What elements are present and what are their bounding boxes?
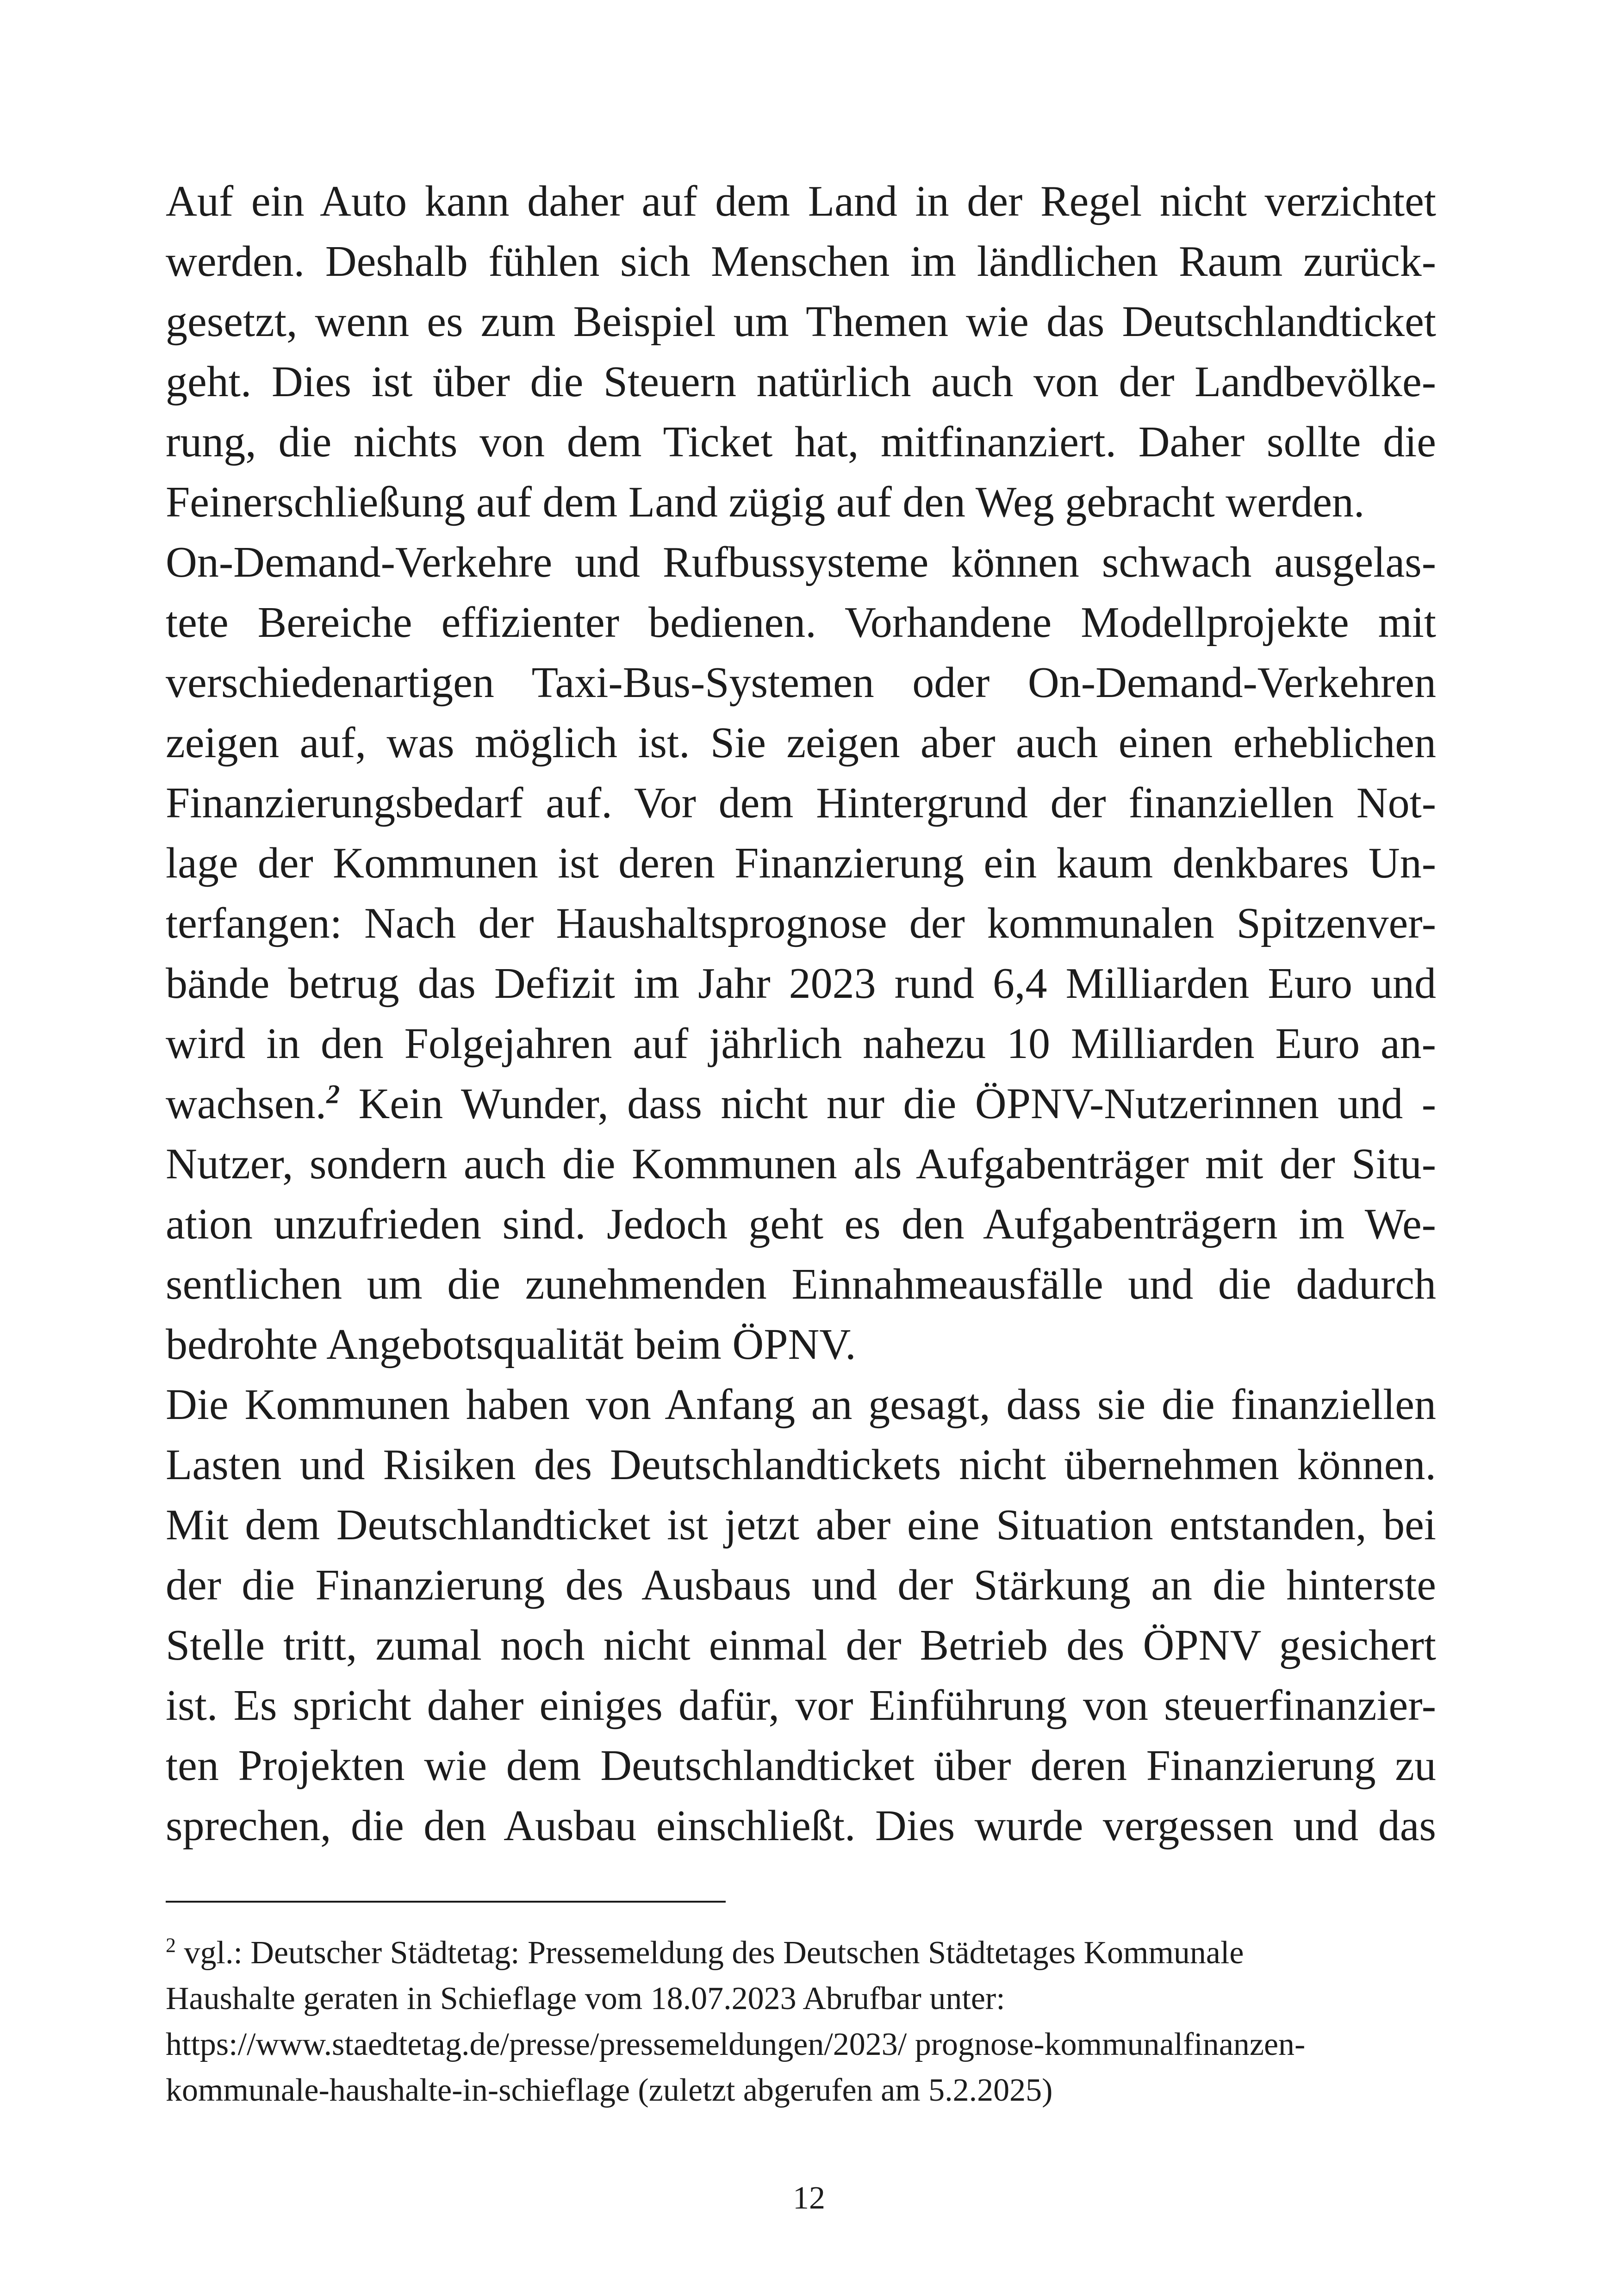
body-line: Lasten und Risiken des Deutschlandtickets nicht übernehmen können. — [166, 1441, 1436, 1489]
body-line: lage der Kommunen ist deren Finanzierung ein kaum denkbares Un- — [166, 839, 1436, 887]
footnote-line: Haushalte geraten in Schieflage vom 18.07.2023 Abrufbar unter: — [166, 1981, 1005, 2016]
body-line: ation unzufrieden sind. Jedoch geht es den Aufgabenträgern im We- — [166, 1200, 1436, 1248]
body-line: Auf ein Auto kann daher auf dem Land in der Regel nicht verzichtet — [166, 177, 1436, 225]
body-line: sprechen, die den Ausbau einschließt. Dies wurde vergessen und das — [166, 1802, 1436, 1850]
body-line: terfangen: Nach der Haushaltsprognose der kommunalen Spitzenver- — [166, 899, 1436, 947]
body-line: rung, die nichts von dem Ticket hat, mitfinanziert. Daher sollte die — [166, 418, 1436, 466]
footnote-line — [166, 1930, 1436, 1976]
body-line-rest: Kein Wunder, dass nicht nur die ÖPNV-Nutzerinnen und - — [358, 1080, 1436, 1128]
body-line: verschiedenartigen Taxi-Bus-Systemen oder On-Demand-Verkehren — [166, 659, 1436, 707]
body-line: Mit dem Deutschlandticket ist jetzt aber eine Situation entstanden, bei — [166, 1501, 1436, 1549]
body-line: zeigen auf, was möglich ist. Sie zeigen aber auch einen erheblichen — [166, 719, 1436, 767]
body-line: ist. Es spricht daher einiges dafür, vor Einführung von steuerfinanzier- — [166, 1681, 1436, 1730]
body-line: gesetzt, wenn es zum Beispiel um Themen wie das Deutschlandticket — [166, 298, 1436, 346]
page-number: 12 — [793, 2180, 825, 2216]
footnote-ref-word: wachsen. — [166, 1080, 327, 1128]
footnote-line: kommunale-haushalte-in-schieflage (zuletzt abgerufen am 5.2.2025) — [166, 2072, 1053, 2108]
body-line: wird in den Folgejahren auf jährlich nahezu 10 Milliarden Euro an- — [166, 1020, 1436, 1068]
body-line: werden. Deshalb fühlen sich Menschen im ländlichen Raum zurück- — [166, 237, 1436, 286]
body-line: Stelle tritt, zumal noch nicht einmal der Betrieb des ÖPNV gesichert — [166, 1621, 1436, 1669]
body-line: der die Finanzierung des Ausbaus und der Stärkung an die hinterste — [166, 1561, 1436, 1609]
body-line: bedrohte Angebotsqualität beim ÖPNV. — [166, 1320, 856, 1369]
body-line: tete Bereiche effizienter bedienen. Vorhandene Modellprojekte mit — [166, 598, 1436, 647]
body-line: On-Demand-Verkehre und Rufbussysteme können schwach ausgelas- — [166, 538, 1436, 586]
body-line-with-footnote-ref — [166, 1074, 1436, 1134]
footnote-reference[interactable]: 2 — [326, 1079, 340, 1109]
body-line: sentlichen um die zunehmenden Einnahmeausfälle und die dadurch — [166, 1260, 1436, 1308]
body-line: ten Projekten wie dem Deutschlandticket über deren Finanzierung zu — [166, 1742, 1436, 1790]
footnote-divider — [166, 1901, 726, 1903]
footnote-text: vgl.: Deutscher Städtetag: Pressemeldung des Deutschen Städtetages Kommunale — [184, 1935, 1244, 1971]
body-line: Die Kommunen haben von Anfang an gesagt, dass sie die finanziellen — [166, 1381, 1436, 1429]
body-line: Feinerschließung auf dem Land zügig auf den Weg gebracht werden. — [166, 478, 1365, 526]
body-line: geht. Dies ist über die Steuern natürlich auch von der Landbevölke- — [166, 358, 1436, 406]
body-line: Finanzierungsbedarf auf. Vor dem Hintergrund der finanziellen Not- — [166, 779, 1436, 827]
footnote — [166, 1930, 1436, 2113]
body-line: bände betrug das Defizit im Jahr 2023 rund 6,4 Milliarden Euro und — [166, 959, 1436, 1008]
footnote-number: 2 — [166, 1934, 176, 1957]
body-line: Nutzer, sondern auch die Kommunen als Aufgabenträger mit der Situ- — [166, 1140, 1436, 1188]
footnote-url-line[interactable]: https://www.staedtetag.de/presse/pressemeldungen/2023/ prognose-kommunalfinanzen- — [166, 2027, 1306, 2062]
body-text — [166, 171, 1436, 1856]
